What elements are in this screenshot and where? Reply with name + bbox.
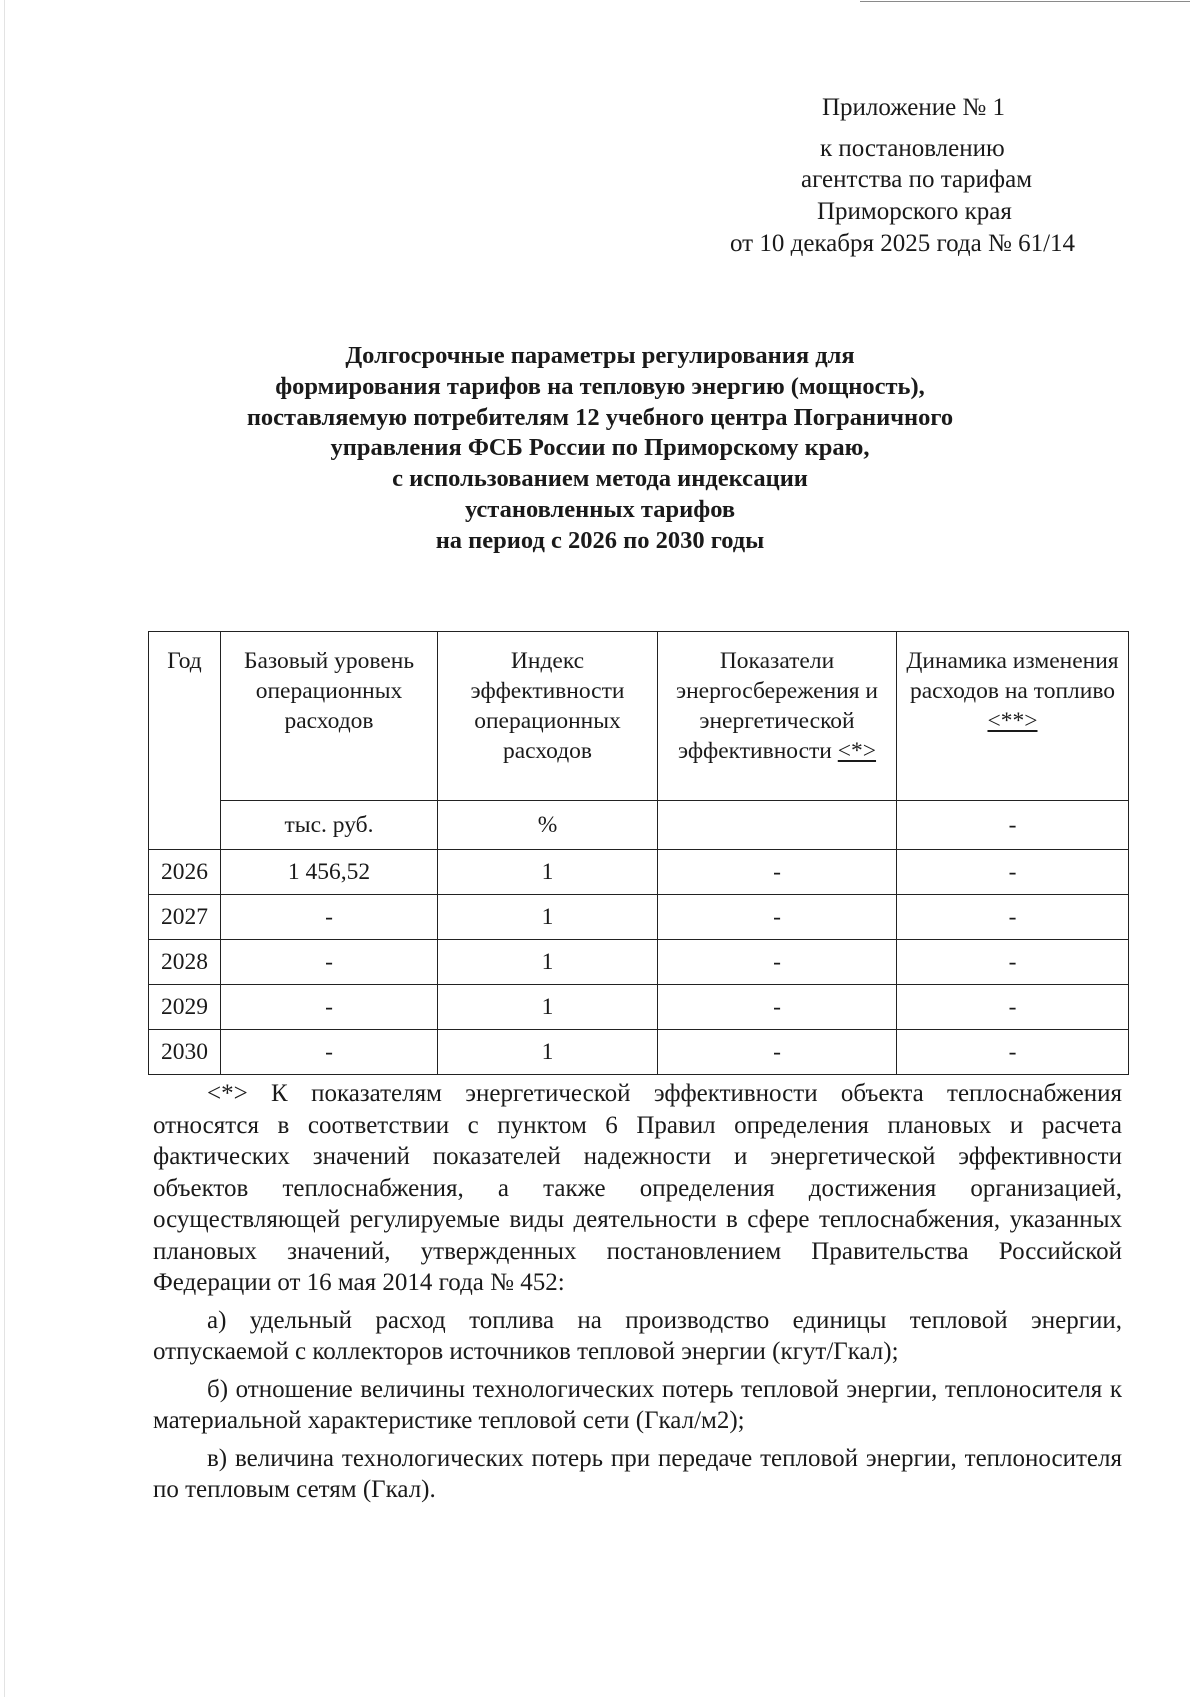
list-item: в) величина технологических потерь при передаче тепловой энергии, теплоносителя по тепловым сетям (Гкал). (153, 1444, 1122, 1503)
annex-line: агентства по тарифам (801, 166, 1033, 193)
title-line: формирования тарифов на тепловую энергию (мощность), (275, 372, 925, 400)
cell-year: 2030 (149, 1030, 221, 1075)
footnotes (153, 1078, 1122, 1506)
title-line: на период с 2026 по 2030 годы (435, 526, 765, 554)
cell-index: 1 (438, 850, 658, 895)
cell-energy: - (658, 850, 897, 895)
table-header-row (149, 632, 1129, 801)
table-row (149, 850, 1129, 895)
cell-energy: - (658, 985, 897, 1030)
cell-index: 1 (438, 985, 658, 1030)
cell-energy: - (658, 1030, 897, 1075)
table-row (149, 940, 1129, 985)
cell-fuel: - (897, 940, 1129, 985)
list-item: б) отношение величины технологических потерь тепловой энергии, теплоносителя к материальной характеристике тепловой сети (Гкал/м2); (153, 1375, 1122, 1434)
cell-year: 2027 (149, 895, 221, 940)
annex-line: Приморского края (817, 198, 1012, 225)
title-line: Долгосрочные параметры регулирования для (345, 342, 855, 369)
header-energy-text: Показатели энергосбережения и энергетической эффективности (676, 648, 878, 764)
footnote-ref-2: <**> (987, 708, 1038, 734)
cell-year: 2029 (149, 985, 221, 1030)
title-line: управления ФСБ России по Приморскому краю, (330, 434, 870, 462)
footnote-paragraph: <*> К показателям энергетической эффективности объекта теплоснабжения относятся в соответствии с пунктом 6 Правил определения плановых и расчета фактических значений показателей надежности и энергетической эффективности объектов теплоснабжения, а также определения достижения организацией, осуществляющей регулируемые виды деятельности в сфере теплоснабжения, указанных плановых значений, утвержденных постановлением Правительства Российской Федерации от 16 мая 2014 года № 452: (153, 1080, 1122, 1296)
header-year: Год (149, 632, 221, 850)
cell-fuel: - (897, 985, 1129, 1030)
cell-base: - (221, 895, 438, 940)
cell-base: - (221, 1030, 438, 1075)
table-row (149, 985, 1129, 1030)
cell-base: 1 456,52 (221, 850, 438, 895)
annex-number: Приложение № 1 (822, 94, 1006, 121)
header-efficiency-index: Индекс эффективности операционных расходов (438, 632, 658, 801)
footnote-ref-1: <*> (837, 738, 877, 764)
cell-year: 2026 (149, 850, 221, 895)
cell-index: 1 (438, 1030, 658, 1075)
cell-fuel: - (897, 1030, 1129, 1075)
cell-year: 2028 (149, 940, 221, 985)
units-row (149, 801, 1129, 850)
cell-energy: - (658, 895, 897, 940)
cell-base: - (221, 940, 438, 985)
annex-line: от 10 декабря 2025 года № 61/14 (730, 230, 1076, 257)
cell-index: 1 (438, 940, 658, 985)
cell-fuel: - (897, 850, 1129, 895)
header-fuel-dynamics (897, 632, 1129, 801)
title-line: установленных тарифов (464, 495, 736, 523)
unit-energy (658, 801, 897, 850)
cell-fuel: - (897, 895, 1129, 940)
scan-top-mark (860, 1, 1190, 2)
table-row (149, 895, 1129, 940)
header-energy-indicators (658, 632, 897, 801)
header-base-opex: Базовый уровень операционных расходов (221, 632, 438, 801)
annex-line: к постановлению (820, 135, 1005, 162)
cell-index: 1 (438, 895, 658, 940)
cell-energy: - (658, 940, 897, 985)
unit-base: тыс. руб. (221, 801, 438, 850)
title-line: с использованием метода индексации (392, 465, 808, 493)
title-line: поставляемую потребителям 12 учебного центра Пограничного (246, 403, 954, 431)
table-row (149, 1030, 1129, 1075)
list-item: а) удельный расход топлива на производство единицы тепловой энергии, отпускаемой с коллекторов источников тепловой энергии (кгут/Гкал); (153, 1306, 1122, 1365)
unit-index: % (438, 801, 658, 850)
cell-base: - (221, 985, 438, 1030)
parameters-table (148, 631, 1129, 1075)
header-fuel-text: Динамика изменения расходов на топливо (906, 648, 1119, 704)
document-title (150, 341, 1050, 557)
unit-fuel: - (897, 801, 1129, 850)
scan-edge-line (4, 0, 5, 1697)
